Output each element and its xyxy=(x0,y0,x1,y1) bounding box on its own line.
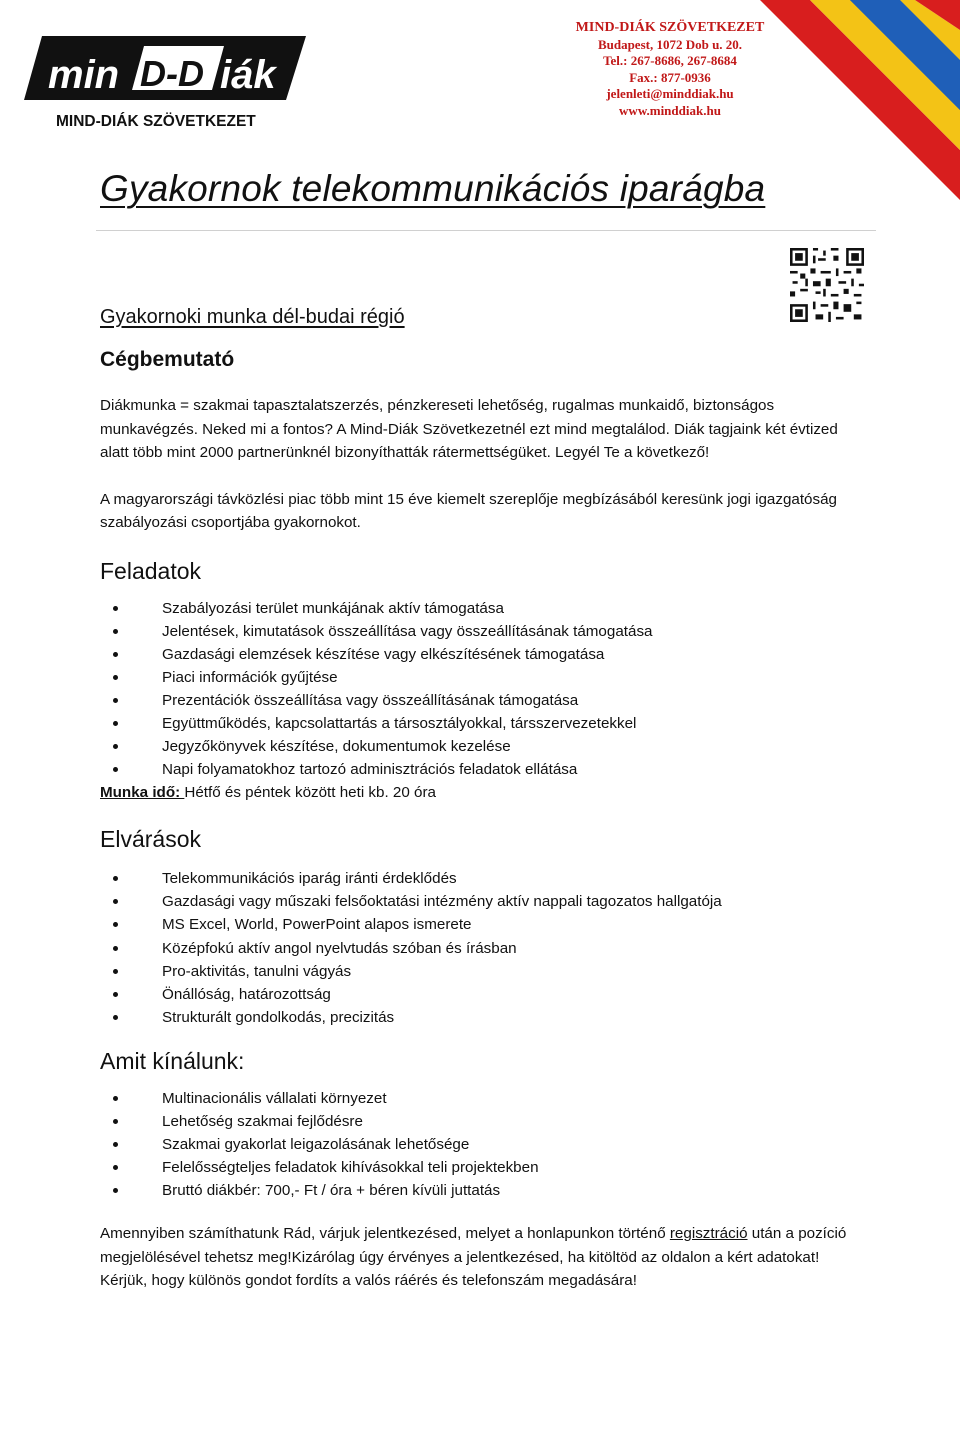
main-content xyxy=(100,348,860,1293)
list-item: Gazdasági elemzések készítése vagy elkészítésének támogatása xyxy=(100,643,860,666)
closing-paragraph xyxy=(100,1222,860,1293)
offer-list xyxy=(100,1087,860,1202)
logo-graphic xyxy=(24,28,314,138)
list-item: Pro-aktivitás, tanulni vágyás xyxy=(100,960,860,983)
position-subtitle: Gyakornoki munka dél-budai régió xyxy=(100,306,405,328)
work-time-label: Munka idő: xyxy=(100,784,185,802)
list-item: MS Excel, World, PowerPoint alapos ismerete xyxy=(100,913,860,936)
contact-fax: Fax.: 877-0936 xyxy=(629,69,711,85)
list-item: Felelősségteljes feladatok kihívásokkal teli projektekben xyxy=(100,1156,860,1179)
list-item: Jegyzőkönyvek készítése, dokumentumok kezelése xyxy=(100,735,860,758)
contact-address: Budapest, 1072 Dob u. 20. xyxy=(597,36,743,52)
list-item: Szabályozási terület munkájának aktív támogatása xyxy=(100,597,860,620)
requirements-list xyxy=(100,867,860,1029)
list-item: Piaci információk gyűjtése xyxy=(100,666,860,689)
list-item: Szakmai gyakorlat leigazolásának lehetősége xyxy=(100,1133,860,1156)
logo-text-left: min xyxy=(48,53,120,97)
list-item: Bruttó diákbér: 700,- Ft / óra + béren kívüli juttatás xyxy=(100,1179,860,1202)
contact-email-link[interactable]: jelenleti@minddiak.hu xyxy=(606,86,734,101)
closing-text-before: Amennyiben számíthatunk Rád, várjuk jelentkezésed, melyet a honlapunkon történő xyxy=(100,1225,670,1243)
contact-tel: Tel.: 267-8686, 267-8684 xyxy=(603,53,737,68)
requirements-heading: Elvárások xyxy=(100,826,201,853)
list-item: Prezentációk összeállítása vagy összeállításának támogatása xyxy=(100,689,860,712)
tasks-heading: Feladatok xyxy=(100,557,202,584)
contact-org: MIND-DIÁK SZÖVETKEZET xyxy=(575,20,765,35)
intro-paragraph-1: Diákmunka = szakmai tapasztalatszerzés, pénzkereseti lehetőség, rugalmas munkaidő, biztonságos munkavégzés. Neked mi a fontos? A Mind-Diák Szövetkezetnél ezt mind megtalálod. Diák tagjaink két évtized alatt több mint 2000 partnerünknél bizonyíthatták rátermettségüket. Legyél Te a következő! xyxy=(100,397,838,461)
page-title: Gyakornok telekommunikációs iparágba xyxy=(100,168,766,209)
intro-paragraph-2: A magyarországi távközlési piac több mint 15 éve kiemelt szereplője megbízásából keresünk jogi igazgatóság szabályozási csoportjába gyakornokot. xyxy=(100,490,837,531)
work-time xyxy=(100,781,860,804)
qr-code[interactable] xyxy=(790,248,864,322)
list-item: Gazdasági vagy műszaki felsőoktatási intézmény aktív nappali tagozatos hallgatója xyxy=(100,890,860,913)
list-item: Önállóság, határozottság xyxy=(100,983,860,1006)
logo-text-mid: D-D xyxy=(140,53,204,94)
list-item: Multinacionális vállalati környezet xyxy=(100,1087,860,1110)
list-item: Középfokú aktív angol nyelvtudás szóban és írásban xyxy=(100,937,860,960)
contact-block xyxy=(560,20,780,119)
intro-heading: Cégbemutató xyxy=(100,348,235,371)
closing-text-after: után a pozíció megjelölésével tehetsz meg!Kizárólag úgy érvényes a jelentkezésed, ha kitöltöd az oldalon a kért adatokat! Kérjük, hogy különös gondot fordíts a valós ráérés és telefonszám megadására! xyxy=(100,1225,847,1290)
registration-link[interactable]: regisztráció xyxy=(669,1225,748,1243)
logo-text-right: iák xyxy=(220,53,276,97)
list-item: Strukturált gondolkodás, precizitás xyxy=(100,1006,860,1029)
list-item: Napi folyamatokhoz tartozó adminisztrációs feladatok ellátása xyxy=(100,758,860,781)
contact-web-link[interactable]: www.minddiak.hu xyxy=(619,102,721,118)
offer-heading: Amit kínálunk: xyxy=(100,1047,245,1074)
work-time-value: Hétfő és péntek között heti kb. 20 óra xyxy=(184,784,436,802)
tasks-list xyxy=(100,597,860,782)
list-item: Lehetőség szakmai fejlődésre xyxy=(100,1110,860,1133)
title-divider xyxy=(96,230,876,231)
list-item: Együttműködés, kapcsolattartás a társosztályokkal, társszervezetekkel xyxy=(100,712,860,735)
minddiak-logo[interactable] xyxy=(24,28,314,138)
logo-caption: MIND-DIÁK SZÖVETKEZET xyxy=(56,113,256,130)
list-item: Telekommunikációs iparág iránti érdeklődés xyxy=(100,867,860,890)
list-item: Jelentések, kimutatások összeállítása vagy összeállításának támogatása xyxy=(100,620,860,643)
